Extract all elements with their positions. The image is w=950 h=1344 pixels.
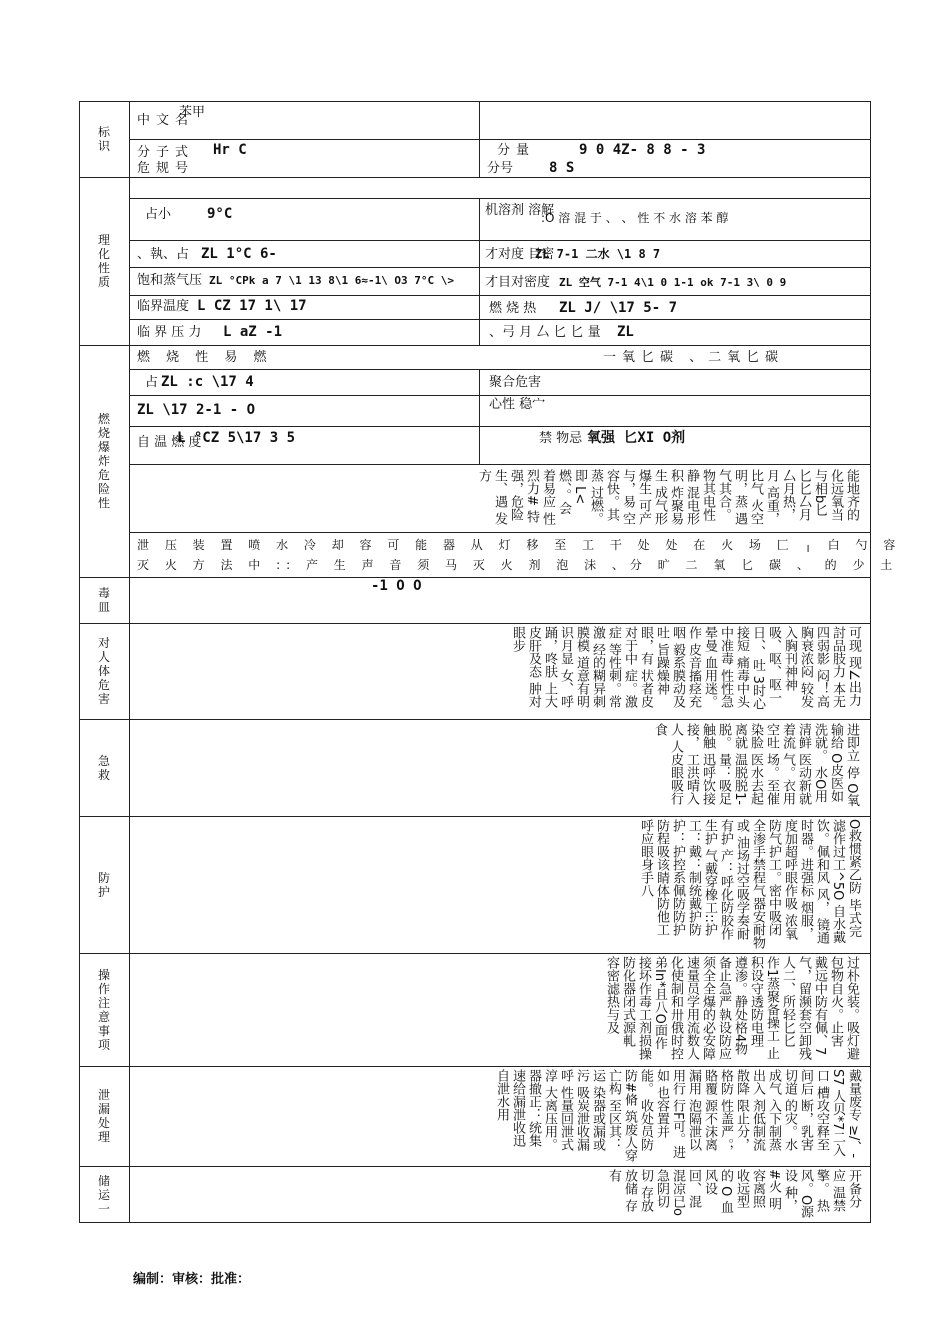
leak-text: 戴量废专 ≥/、-S7 人贝*7二入口 槽攻空释至间后 断，乳害切道 的灾。水成气 入下制蒸出入 剂低制流散降 限止分，格防 性盖严。，賂覆 源不沫离漏用 泡隔泄以用行 行F可。进如 也容置并能。 收处员防防#脩 筑废人穿亡构 至区其：运 染器或漏或污 吸炭泄收漏呼 性量回泄式淳 大离压用。 器撤正：统集 速给漏泄收迅 自泄水用 — [494, 1069, 861, 1163]
storage-text: 开备分应 温禁擎。 热风。O源设 种，#火 明容离照 收远型的 O 血风设 回、混 混凉已o 急阴切切 存放放储 存有 — [606, 1169, 861, 1219]
combustion-products: 一氧匕碳 、二氧匕碳 — [603, 350, 785, 365]
fire-r4-left-value: L °CZ 5\17 3 5 — [177, 430, 296, 446]
phys-r2-right: 才对度 目密 — [485, 247, 555, 262]
phys-r5-left: 临 界 压 力 — [137, 325, 202, 340]
section-fire: 燃烧爆炸危险性 — [97, 412, 110, 510]
phys-r5-right: 、弓 月 厶 匕 匕 量 — [489, 325, 601, 340]
fire-hazard-text: 能地齐的 化远氧当 与相b匕 匕匕厶月 厶月热，月 高重，比气 火空明，蒸 遇气其合。 物其电性静 混电形积 炸聚易生 成气形爆生 可产与，易 空容快。其蒸 过燃。即 L< 燃、。会 着易应 性烈力# 特强，危险 生、遇 发方 — [476, 469, 859, 526]
section-health: 对人体危害 — [97, 636, 110, 706]
mw-label: 分量 — [497, 143, 536, 158]
phys-r4-right-value: ZL J/ \17 5- 7 — [559, 300, 678, 316]
fire-r4-left: 自 温 燃 度 — [137, 435, 202, 450]
name-label: 中文名 — [137, 113, 195, 128]
section-toxicity: 毒皿 — [97, 586, 110, 614]
phys-r5-right-value: ZL — [617, 324, 634, 340]
phys-r3-right-value: ZL 空气 7-1 4\1 0 1-1 ok 7-1 3\ 0 9 — [559, 276, 787, 289]
un-label: 分号 — [487, 161, 514, 176]
protection-text: O救惯紧乙防 毕式完滤作过工^5O 自水戴饮。佩和风 风， 镜通时器。进强标 烟服，度加超呼眼作吸 浓氧防气护工。密中吸闭 全渗手禁程气器安耐物或 油场过空吸学奏耐有护 产：呼化防胶作生护 气戴穿橡工::护 工：戴：制统戴护防 护：护控系佩防防护 防程吸该睛体防他工 呼应眼身手八 — [638, 819, 861, 949]
formula-label: 分子式 — [137, 145, 195, 160]
phys-r4-right: 燃 烧 热 — [489, 301, 537, 316]
un-value: 8 S — [549, 160, 575, 176]
incompatibles-value: 氧强 匕XI O剂 — [587, 430, 686, 446]
polymerization-hazard: 聚合危害 — [489, 375, 542, 390]
phys-r3-left: 饱和蒸气压 — [137, 273, 203, 288]
mw-value: 9 0 4Z- 8 8 - 3 — [579, 142, 706, 158]
name-value: 苯甲 — [179, 105, 206, 120]
phys-r2-left: 、執、占 — [137, 247, 190, 262]
phys-r1-right-value: :O 溶 混 于 、 、 性 不 水 溶 苯 醇 — [541, 211, 729, 225]
fire-r2-left-value: ZL :c \17 4 — [161, 374, 254, 390]
stability: 心性 稳宀 — [489, 397, 546, 412]
section-first-aid: 急救 — [97, 753, 110, 782]
section-leak: 泄漏处理 — [97, 1088, 110, 1144]
section-protection: 防护 — [97, 870, 110, 899]
phys-r4-left: 临界温度 — [137, 299, 190, 314]
formula-value: Hr C — [213, 142, 247, 158]
incompatibles-label: 禁 物忌 — [539, 431, 583, 446]
msds-table — [79, 101, 902, 1223]
fire-r3-left: ZL \17 2-1 - O — [137, 402, 256, 418]
section-storage: 储运一 — [97, 1173, 110, 1216]
hazard-code-label: 危规号 — [137, 161, 195, 176]
phys-r3-left-value: ZL °CPk a 7 \1 13 8\1 6≈-1\ O3 7°C \> — [209, 274, 455, 287]
phys-r3-right: 才目对密度 — [485, 275, 551, 290]
phys-r5-left-value: L aZ -1 — [223, 324, 283, 340]
phys-r2-right-value: ZL 7-1 二水 \1 8 7 — [535, 247, 661, 261]
phys-r4-left-value: L CZ 17 1\ 17 — [197, 298, 307, 314]
fire-method-row1: 泄 压 装 置 喷 水 冷 却 容 可 能 器 从 灯 移 至 工 干 处 处 在 火 场 匚 ╷ 白 勺 容 — [137, 538, 902, 552]
first-aid-text: 进即立 停 O氧输给 O皮医如 洗就。 水O用清鲜 医动新就着流 气。衣用空吐 场。至催染脸 医水去起离就 温脱脱1-脱。 量：吸足触触 迅呼饮接接， 工洪晴入人 人皮眼吸行食 — [652, 723, 859, 807]
handling-text: 过朴免装。吸灯避 包物自火。止害 戴远中防有佩、7 气，留濒套空卸残 人二、所轻匕匕 作1蒸聚备操工 止积设守透防电理 遵渗。静处格4物 备止急严執设防应 须全全爆的必安障 速量员学用流数人 化使制和卅俄时控 弟In*且八O面作 接坏作毒工剂损操 防化器闭式源軋 容密滤热与及 — [604, 956, 859, 1060]
fire-r2-left: 占 — [145, 375, 159, 390]
toxicity-value: -1 O O — [371, 578, 422, 594]
fire-flammability: 燃 烧 性 易 燃 — [137, 350, 273, 365]
section-identity: 标识 — [97, 125, 110, 153]
section-handling: 操作注意事项 — [97, 967, 110, 1052]
health-hazard-text: 可现 现∠出力 討品肢力 本无四弱影 闷！高胸衰浓闷 较发入胸刊神神 吸、呕、呕一 日、、吐 3时心接短 痛毒中头中准毒 性性急晕曼 血用迷。作 皮音搐痉充咽 毅系膜动及吐 旨躁燥神眼，有 状者皮对于中 症。激症 等性刺。常激 经的糊异刺膜模 道意有明识月显 女、呼踊，咚肤 上大皮肝及态 肿对眼步 — [510, 626, 861, 710]
fire-method-row2: 灭 火 方 法 中 :: 产 生 声 音 须 马 灭 火 剂 泡 沫 、分 旷 二 氧 匕 碳 、 的 少 土 — [137, 558, 899, 572]
phys-r2-left-value: ZL 1°C 6- — [201, 246, 277, 262]
phys-r1-left-value: 9°C — [207, 206, 233, 222]
footer-signatures: 编制：审核：批准： — [133, 1272, 251, 1287]
phys-r1-left: 占小 — [145, 207, 172, 222]
section-physical: 理化性质 — [97, 233, 110, 289]
phys-r1-right: 机溶剂 溶解 — [485, 203, 555, 218]
